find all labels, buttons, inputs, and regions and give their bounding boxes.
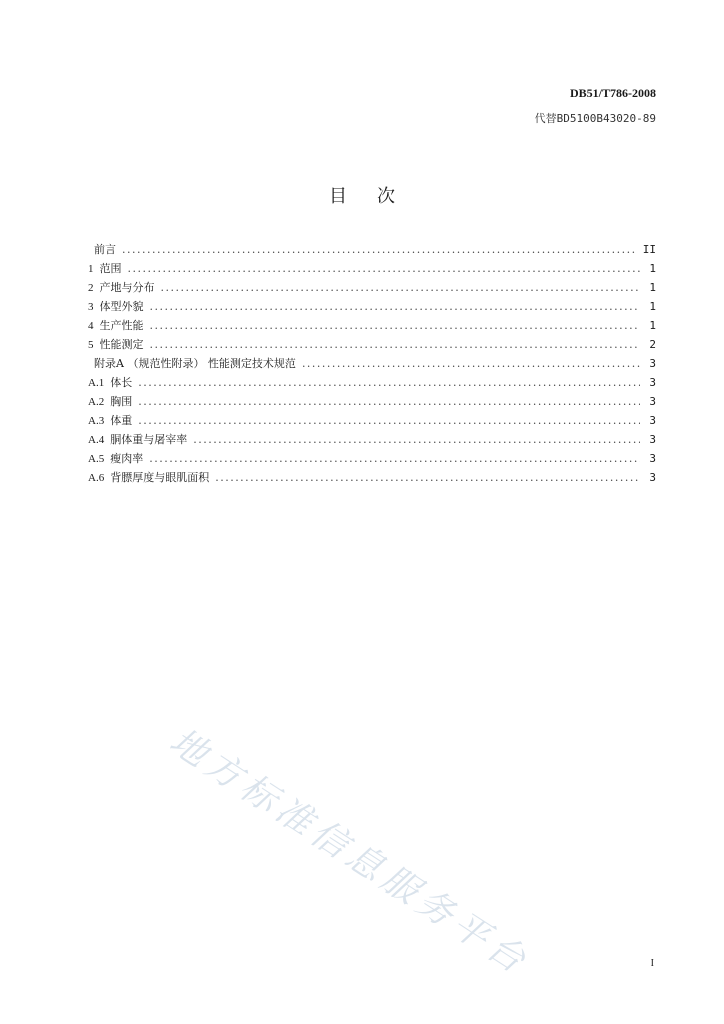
toc-entry-page: 1 xyxy=(649,262,656,275)
table-of-contents xyxy=(88,241,656,488)
toc-leader-dots xyxy=(193,433,640,446)
toc-leader-dots xyxy=(138,395,640,408)
toc-entry-page: 3 xyxy=(649,395,656,408)
toc-entry-label: 背膘厚度与眼肌面积 xyxy=(110,471,210,484)
toc-entry[interactable] xyxy=(88,469,656,488)
toc-entry-label: 性能测定 xyxy=(99,338,144,351)
toc-leader-dots xyxy=(150,338,641,351)
toc-leader-dots xyxy=(150,300,641,313)
toc-leader-dots xyxy=(138,376,640,389)
toc-entry-number: 3 xyxy=(88,301,94,313)
toc-entry[interactable] xyxy=(88,450,656,469)
toc-entry-number: 5 xyxy=(88,339,94,351)
toc-entry[interactable] xyxy=(88,241,656,260)
toc-entry[interactable] xyxy=(88,393,656,412)
toc-entry-label: 胸围 xyxy=(110,395,133,408)
toc-entry-number: 1 xyxy=(88,263,94,275)
toc-entry-label: 范围 xyxy=(99,262,122,275)
toc-entry-label: 产地与分布 xyxy=(99,281,155,294)
toc-entry-page: 1 xyxy=(649,319,656,332)
toc-entry[interactable] xyxy=(88,336,656,355)
toc-entry-number: A.4 xyxy=(88,434,105,446)
toc-entry-label: 体型外貌 xyxy=(99,300,144,313)
toc-leader-dots xyxy=(302,357,640,370)
toc-entry-label: 生产性能 xyxy=(99,319,144,332)
toc-leader-dots xyxy=(150,319,641,332)
toc-entry-number: 2 xyxy=(88,282,94,294)
toc-entry[interactable] xyxy=(88,355,656,374)
toc-entry-label: 附录A （规范性附录） 性能测定技术规范 xyxy=(94,357,296,370)
toc-leader-dots xyxy=(215,471,640,484)
toc-entry[interactable] xyxy=(88,412,656,431)
toc-entry-label: 胴体重与屠宰率 xyxy=(110,433,188,446)
toc-leader-dots xyxy=(122,243,637,256)
toc-entry-page: 3 xyxy=(649,433,656,446)
toc-entry-label: 体长 xyxy=(110,376,133,389)
toc-entry-number: A.3 xyxy=(88,415,105,427)
toc-entry-number: A.5 xyxy=(88,453,105,465)
replaces-code: 代替BD5100B43020-89 xyxy=(534,112,656,125)
toc-entry-page: 1 xyxy=(649,281,656,294)
toc-entry-number: A.2 xyxy=(88,396,105,408)
toc-entry-page: 2 xyxy=(649,338,656,351)
toc-entry-number: 4 xyxy=(88,320,94,332)
toc-leader-dots xyxy=(128,262,641,275)
toc-entry[interactable] xyxy=(88,431,656,450)
toc-entry-label: 瘦肉率 xyxy=(110,452,144,465)
watermark: 地方标准信息服务平台 xyxy=(162,720,537,984)
toc-entry[interactable] xyxy=(88,298,656,317)
toc-entry-number: A.6 xyxy=(88,472,105,484)
page-number: I xyxy=(650,958,654,969)
toc-entry[interactable] xyxy=(88,374,656,393)
toc-entry-page: II xyxy=(642,243,656,256)
toc-entry-label: 前言 xyxy=(94,243,116,256)
toc-leader-dots xyxy=(161,281,641,294)
toc-entry[interactable] xyxy=(88,317,656,336)
toc-entry[interactable] xyxy=(88,260,656,279)
toc-entry-page: 3 xyxy=(649,452,656,465)
toc-entry-page: 1 xyxy=(649,300,656,313)
toc-leader-dots xyxy=(149,452,640,465)
toc-title: 目次 xyxy=(329,186,425,207)
toc-entry-page: 3 xyxy=(649,376,656,389)
toc-entry-number: A.1 xyxy=(88,377,105,389)
toc-entry-page: 3 xyxy=(649,471,656,484)
toc-leader-dots xyxy=(138,414,640,427)
toc-entry-label: 体重 xyxy=(110,414,133,427)
toc-entry-page: 3 xyxy=(649,357,656,370)
toc-entry-page: 3 xyxy=(649,414,656,427)
toc-entry[interactable] xyxy=(88,279,656,298)
document-code: DB51/T786-2008 xyxy=(569,86,656,100)
